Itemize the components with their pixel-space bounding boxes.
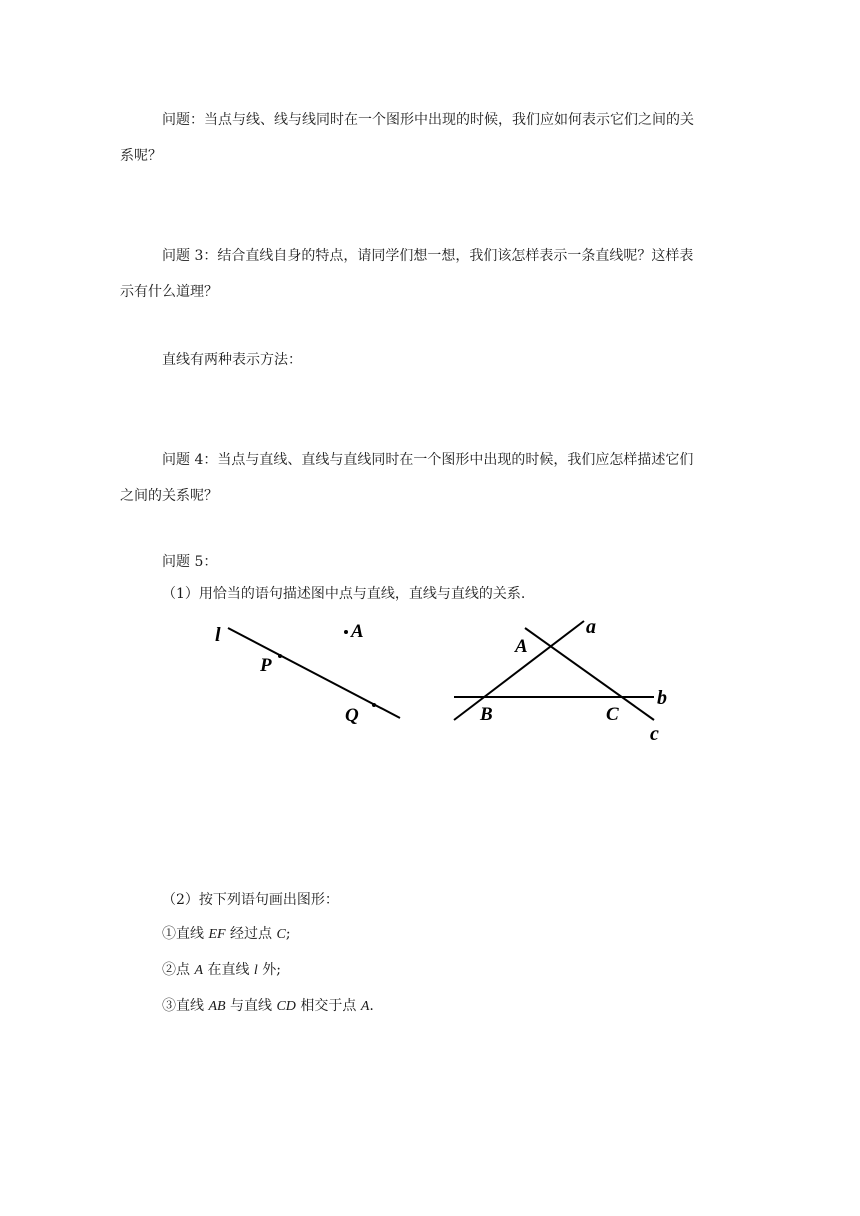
figure-point-line	[200, 612, 420, 742]
item-3-middle-2: 相交于点	[295, 998, 361, 1014]
line-representation-methods: 直线有两种表示方法：	[162, 352, 302, 368]
question-4-line-1: 问题 4：当点与直线、直线与直线同时在一个图形中出现的时候，我们应怎样描述它们	[162, 452, 694, 468]
item-3-line-1: AB	[208, 999, 226, 1014]
label-point-b: B	[480, 704, 493, 725]
question-5-part-1: （1）用恰当的语句描述图中点与直线，直线与直线的关系.	[162, 586, 526, 602]
label-line-l: l	[215, 624, 221, 646]
label-line-c: c	[650, 723, 659, 745]
item-1-prefix: ①直线	[162, 926, 209, 942]
drawing-item-3	[162, 996, 374, 1017]
item-3-middle: 与直线	[225, 998, 277, 1014]
question-intro-line-2: 系呢？	[120, 148, 162, 164]
question-5-part-2: （2）按下列语句画出图形：	[162, 892, 339, 908]
label-point-a: A	[515, 636, 528, 657]
item-2-prefix: ②点	[162, 962, 195, 978]
point-a-dot	[344, 630, 348, 634]
item-1-suffix: ;	[285, 926, 291, 942]
item-3-line-2: CD	[276, 999, 296, 1014]
label-point-c: C	[606, 704, 619, 725]
drawing-item-1	[162, 924, 291, 945]
label-line-b: b	[657, 687, 667, 709]
item-3-suffix: .	[369, 998, 374, 1014]
question-4-line-2: 之间的关系呢？	[120, 488, 218, 504]
question-3-line-2: 示有什么道理？	[120, 284, 218, 300]
drawing-item-2	[162, 960, 281, 981]
point-q-dot	[372, 703, 376, 707]
item-1-point: C	[276, 927, 286, 942]
question-5-title: 问题 5：	[162, 554, 218, 570]
item-1-line-name: EF	[208, 927, 226, 942]
point-p-dot	[278, 654, 282, 658]
line-c	[525, 628, 654, 720]
label-point-q: Q	[345, 705, 359, 726]
item-3-point: A	[360, 999, 370, 1014]
label-line-a: a	[586, 616, 596, 638]
item-2-line-name: l	[253, 963, 258, 978]
item-2-middle: 在直线	[203, 962, 254, 978]
figure-intersecting-lines	[440, 610, 700, 750]
item-1-middle: 经过点	[225, 926, 277, 942]
question-intro-line-1: 问题：当点与线、线与线同时在一个图形中出现的时候，我们应如何表示它们之间的关	[162, 112, 694, 128]
question-3-line-1: 问题 3：结合直线自身的特点，请同学们想一想，我们该怎样表示一条直线呢？这样表	[162, 248, 694, 264]
label-point-p: P	[260, 655, 272, 676]
item-2-suffix: 外;	[257, 962, 281, 978]
label-point-a: A	[351, 621, 364, 642]
item-2-point: A	[194, 963, 204, 978]
item-3-prefix: ③直线	[162, 998, 209, 1014]
